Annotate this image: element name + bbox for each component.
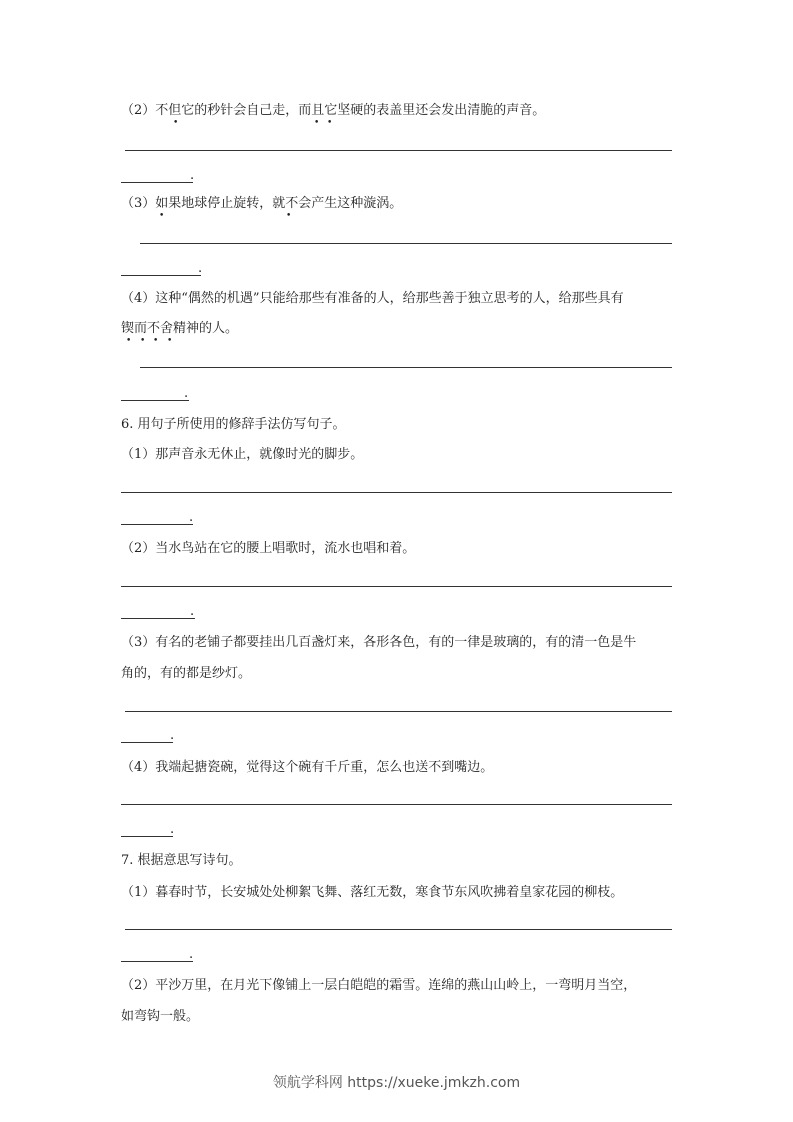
period: . <box>198 261 203 276</box>
question-5-3: （3）如果地球停止旋转，就不会产生这种漩涡。 <box>121 196 403 211</box>
answer-line-short[interactable] <box>121 961 193 962</box>
emphasis-dot: • <box>286 211 292 221</box>
answer-line[interactable] <box>121 804 672 805</box>
answer-line[interactable] <box>125 711 672 712</box>
period: . <box>170 822 175 837</box>
question-5-4-line1: （4）这种“偶然的机遇”只能给那些有准备的人，给那些善于独立思考的人，给那些具有 <box>121 291 624 306</box>
emphasis-dot: • <box>159 211 165 221</box>
question-7-title: 7. 根据意思写诗句。 <box>121 853 242 868</box>
emphasis-dot: • <box>167 336 173 346</box>
question-5-4-line2: 锲而不舍精神的人。 <box>121 321 239 336</box>
question-7-2-line2: 如弯钩一般。 <box>121 1009 200 1024</box>
answer-line-short[interactable] <box>121 836 173 837</box>
answer-line[interactable] <box>121 586 672 587</box>
footer-watermark: 领航学科网 https://xueke.jmkzh.com <box>272 1075 521 1091</box>
emphasis-dot: • <box>327 118 333 128</box>
answer-line[interactable] <box>121 492 672 493</box>
answer-line-short[interactable] <box>121 742 173 743</box>
emphasis-dot: • <box>126 336 132 346</box>
answer-line-short[interactable] <box>121 400 189 401</box>
period: . <box>184 386 189 401</box>
question-6-3-line2: 角的，有的都是纱灯。 <box>121 666 252 681</box>
answer-line[interactable] <box>140 367 672 368</box>
question-6-1: （1）那声音永无休止，就像时光的脚步。 <box>121 447 364 462</box>
answer-line[interactable] <box>125 150 672 151</box>
answer-line-short[interactable] <box>121 275 201 276</box>
answer-line[interactable] <box>125 929 672 930</box>
period: . <box>190 604 195 619</box>
question-6-3-line1: （3）有名的老铺子都要挂出几百盏灯来，各形各色，有的一律是玻璃的，有的清一色是牛 <box>121 635 637 650</box>
question-6-4: （4）我端起搪瓷碗，觉得这个碗有千斤重，怎么也送不到嘴边。 <box>121 760 494 775</box>
period: . <box>189 947 194 962</box>
emphasis-dot: • <box>140 336 146 346</box>
question-6-2: （2）当水鸟站在它的腰上唱歌时，流水也唱和着。 <box>121 541 416 556</box>
question-7-2-line1: （2）平沙万里，在月光下像铺上一层白皑皑的霜雪。连绵的燕山山岭上，一弯明月当空， <box>121 978 637 993</box>
emphasis-dot: • <box>173 118 179 128</box>
question-6-title: 6. 用句子所使用的修辞手法仿写句子。 <box>121 417 346 432</box>
question-5-2: （2）不但它的秒针会自己走，而且它坚硬的表盖里还会发出清脆的声音。 <box>121 103 546 118</box>
emphasis-dot: • <box>314 118 320 128</box>
answer-line-short[interactable] <box>121 618 195 619</box>
answer-line-short[interactable] <box>121 524 193 525</box>
period: . <box>189 510 194 525</box>
question-7-1: （1）暮春时节，长安城处处柳絮飞舞、落红无数，寒食节东风吹拂着皇家花园的柳枝。 <box>121 885 624 900</box>
emphasis-dot: • <box>153 336 159 346</box>
period: . <box>170 728 175 743</box>
answer-line[interactable] <box>140 243 672 244</box>
period: . <box>190 168 195 183</box>
answer-line-short[interactable] <box>121 182 193 183</box>
